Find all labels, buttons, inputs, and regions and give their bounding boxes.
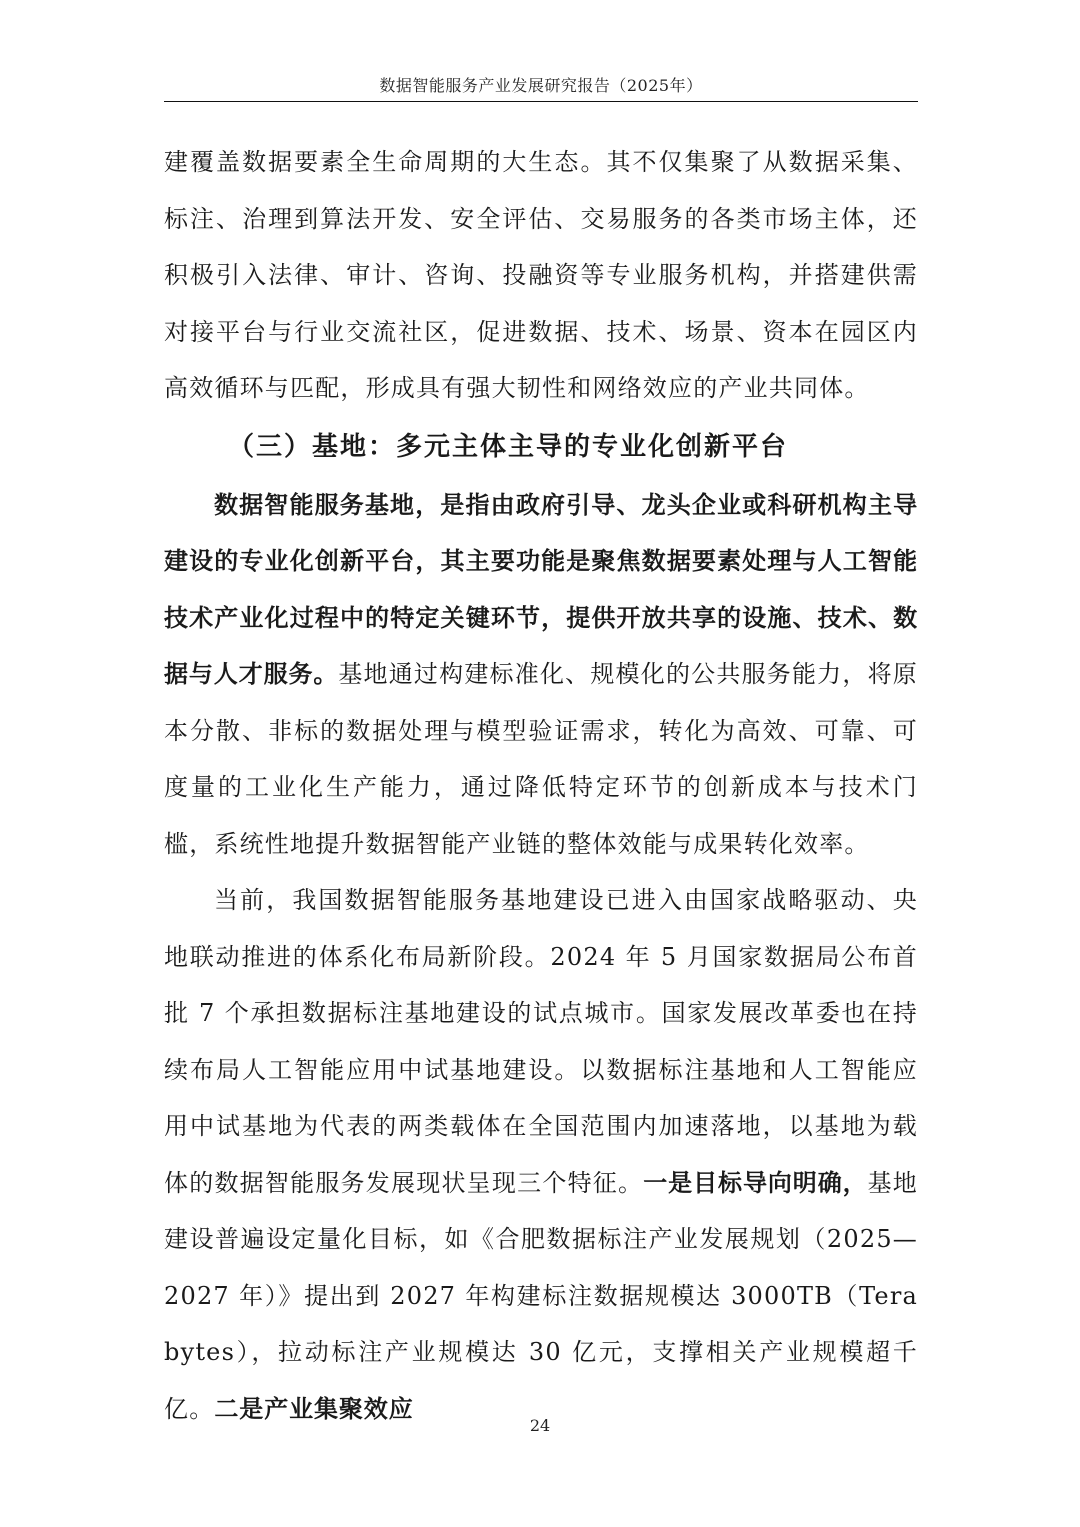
status-text-1: 当前，我国数据智能服务基地建设已进入由国家战略驱动、央地联动推进的体系化布局新阶段。2024 年 5 月国家数据局公布首批 7 个承担数据标注基地建设的试点城市。国家发展改革委也在持续布局人工智能应用中试基地建设。以数据标注基地和人工智能应用中试基地为代表的两类载体在全国范围内加速落地，以基地为载体的数据智能服务发展现状呈现三个特征。 bbox=[164, 886, 918, 1197]
running-header-title: 数据智能服务产业发展研究报告（2025年） bbox=[379, 76, 703, 95]
definition-text: 基地通过构建标准化、规模化的公共服务能力，将原本分散、非标的数据处理与模型验证需求，转化为高效、可靠、可度量的工业化生产能力，通过降低特定环节的创新成本与技术门槛，系统性地提升数据智能产业链的整体效能与成果转化效率。 bbox=[164, 660, 918, 858]
body-text bbox=[164, 134, 918, 1437]
page-number: 24 bbox=[529, 1416, 551, 1435]
paragraph-base-definition bbox=[164, 477, 918, 873]
feature-one-label: 一是目标导向明确， bbox=[643, 1168, 868, 1197]
paragraph-current-status bbox=[164, 872, 918, 1437]
section-heading-base: （三）基地：多元主体主导的专业化创新平台 bbox=[228, 431, 789, 462]
definition-bold-text: 数据智能服务基地，是指由政府引导、龙头企业或科研机构主导建设的专业化创新平台，其主要功能是聚焦数据要素处理与人工智能技术产业化过程中的特定关键环节，提供开放共享的设施、技术、数据与人才服务。 bbox=[164, 490, 918, 688]
feature-two-label: 二是产业集聚效应 bbox=[214, 1394, 414, 1423]
status-text-2: 基地建设普遍设定量化目标，如《合肥数据标注产业发展规划（2025—2027 年）》提出到 2027 年构建标注数据规模达 3000TB（Terabytes），拉动标注产业规模达 30 亿元，支撑相关产业规模超千亿。 bbox=[164, 1168, 918, 1423]
paragraph-ecosystem: 建覆盖数据要素全生命周期的大生态。其不仅集聚了从数据采集、标注、治理到算法开发、安全评估、交易服务的各类市场主体，还积极引入法律、审计、咨询、投融资等专业服务机构，并搭建供需对接平台与行业交流社区，促进数据、技术、场景、资本在园区内高效循环与匹配，形成具有强大韧性和网络效应的产业共同体。 bbox=[164, 148, 918, 402]
header-rule bbox=[164, 101, 918, 102]
